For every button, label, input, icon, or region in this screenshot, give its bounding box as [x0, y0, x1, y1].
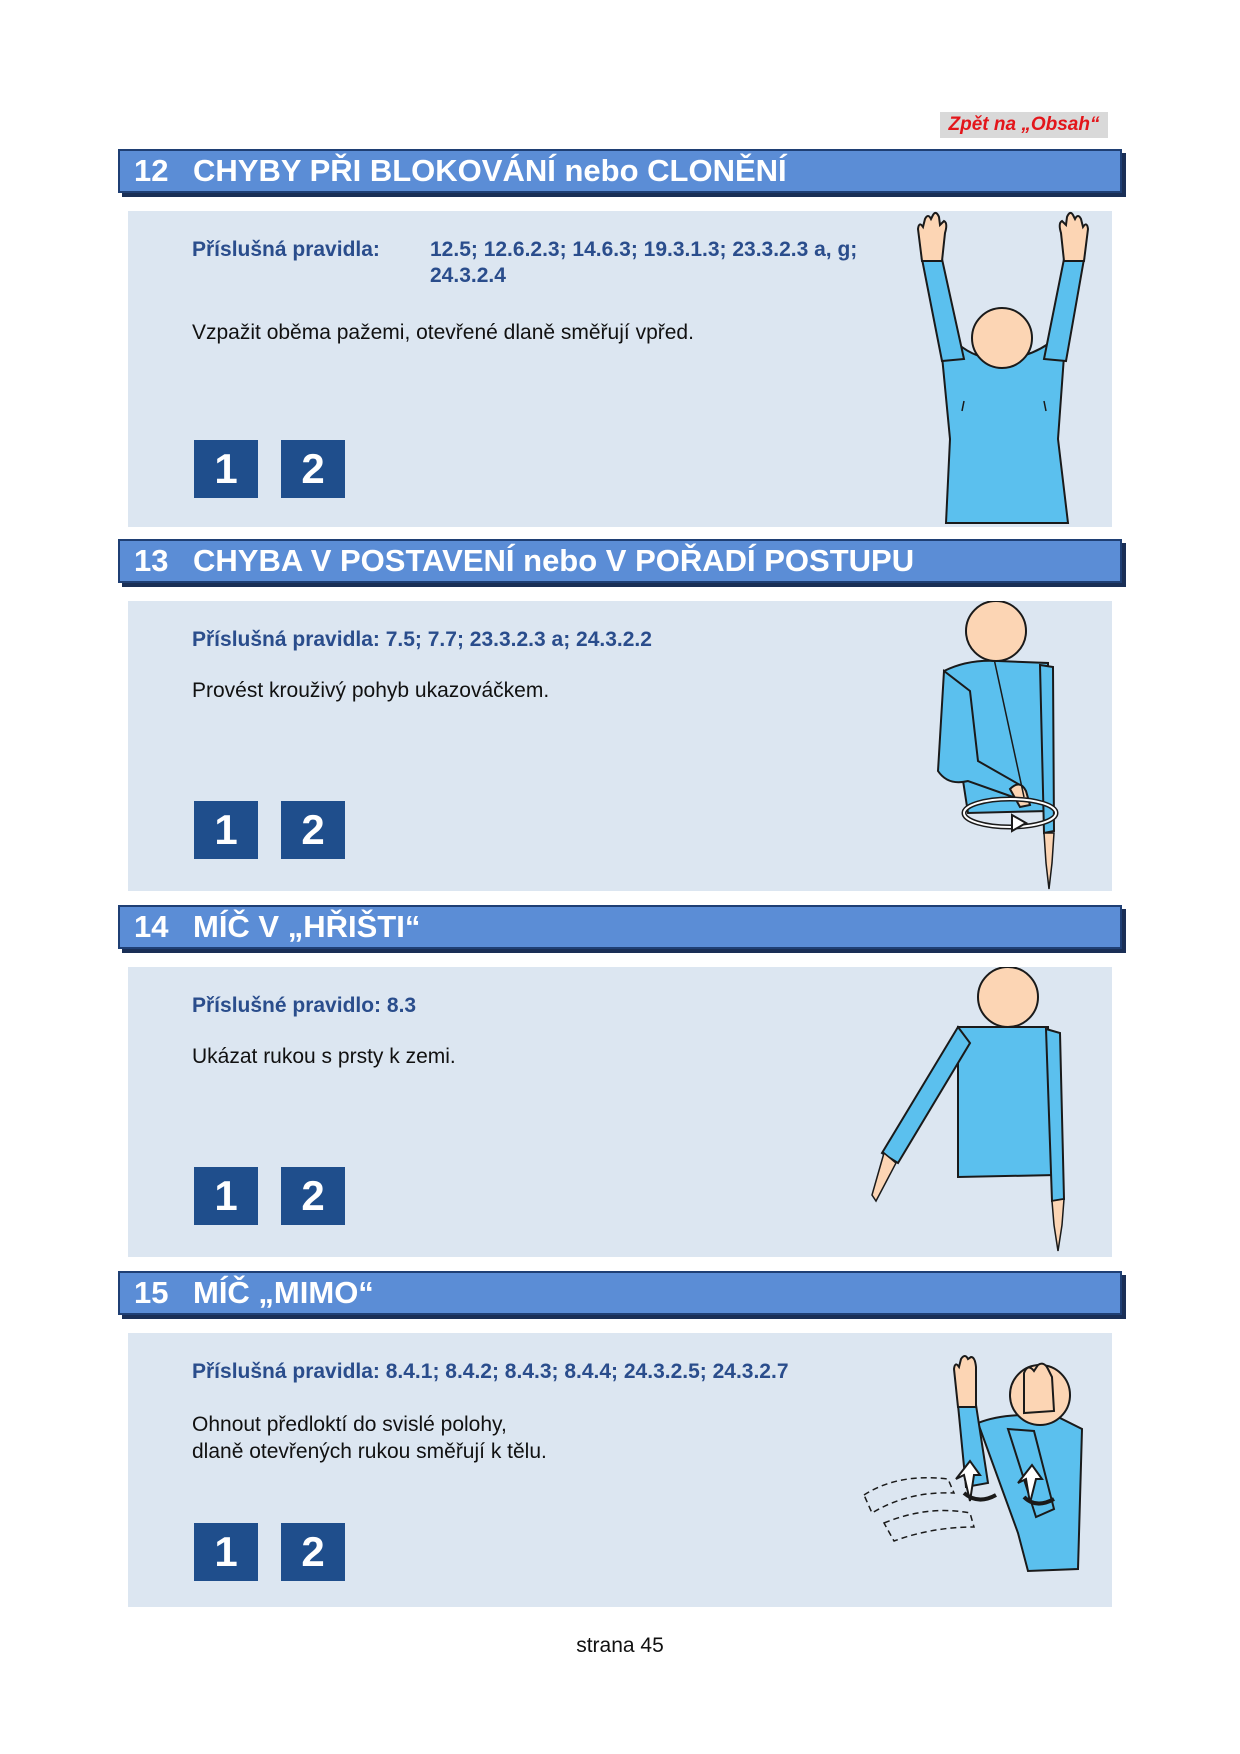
section-header-14 [118, 905, 1122, 949]
rules-label: Příslušná pravidla: [192, 238, 380, 261]
view-number-2-button[interactable]: 2 [281, 440, 345, 498]
back-to-contents-link[interactable]: Zpět na „Obsah“ [940, 112, 1108, 138]
section-title: CHYBA V POSTAVENÍ nebo V POŘADÍ POSTUPU [193, 543, 915, 578]
section-title: MÍČ V „HŘIŠTI“ [193, 909, 421, 944]
rules-reference: Příslušné pravidlo: 8.3 [192, 994, 417, 1017]
section-header-13 [118, 539, 1122, 583]
view-number-2-button[interactable]: 2 [281, 1167, 345, 1225]
section-title: MÍČ „MIMO“ [193, 1275, 374, 1310]
view-number-1-button[interactable]: 1 [194, 1167, 258, 1225]
section-header-15 [118, 1271, 1122, 1315]
signal-description: Provést krouživý pohyb ukazováčkem. [192, 679, 550, 702]
section-number: 12 [134, 153, 169, 188]
view-number-2-button[interactable]: 2 [281, 1523, 345, 1581]
view-number-1-button[interactable]: 1 [194, 1523, 258, 1581]
signal-description: Vzpažit oběma pažemi, otevřené dlaně směřují vpřed. [192, 321, 694, 344]
section-header-12 [118, 149, 1122, 193]
referee-both-arms-raised-icon [906, 211, 1116, 527]
rules-value [430, 237, 857, 289]
section-panel-14 [128, 967, 1112, 1257]
referee-arm-pointing-down-icon [838, 967, 1108, 1257]
section-panel-13 [128, 601, 1112, 891]
description-line: Ohnout předloktí do svislé polohy, [192, 1413, 507, 1436]
rules-line: 24.3.2.4 [430, 264, 506, 287]
description-line: dlaně otevřených rukou směřují k tělu. [192, 1440, 547, 1463]
view-number-2-button[interactable]: 2 [281, 801, 345, 859]
section-number: 15 [134, 1275, 169, 1310]
referee-circular-finger-motion-icon [908, 601, 1108, 891]
rules-line: 12.5; 12.6.2.3; 14.6.3; 19.3.1.3; 23.3.2.3 a, g; [430, 238, 858, 261]
rules-reference: Příslušná pravidla: 7.5; 7.7; 23.3.2.3 a; 24.3.2.2 [192, 628, 652, 651]
view-number-1-button[interactable]: 1 [194, 440, 258, 498]
section-panel-15 [128, 1333, 1112, 1607]
section-panel-12 [128, 211, 1112, 527]
signal-description: Ukázat rukou s prsty k zemi. [192, 1045, 456, 1068]
view-number-1-button[interactable]: 1 [194, 801, 258, 859]
section-number: 14 [134, 909, 169, 944]
rules-reference: Příslušná pravidla: 8.4.1; 8.4.2; 8.4.3; 8.4.4; 24.3.2.5; 24.3.2.7 [192, 1360, 789, 1383]
section-number: 13 [134, 543, 169, 578]
page-number: strana 45 [576, 1634, 664, 1657]
rules-reference [192, 237, 857, 289]
referee-forearms-raised-icon [858, 1333, 1108, 1607]
signal-description [192, 1411, 547, 1465]
section-title: CHYBY PŘI BLOKOVÁNÍ nebo CLONĚNÍ [193, 153, 787, 188]
